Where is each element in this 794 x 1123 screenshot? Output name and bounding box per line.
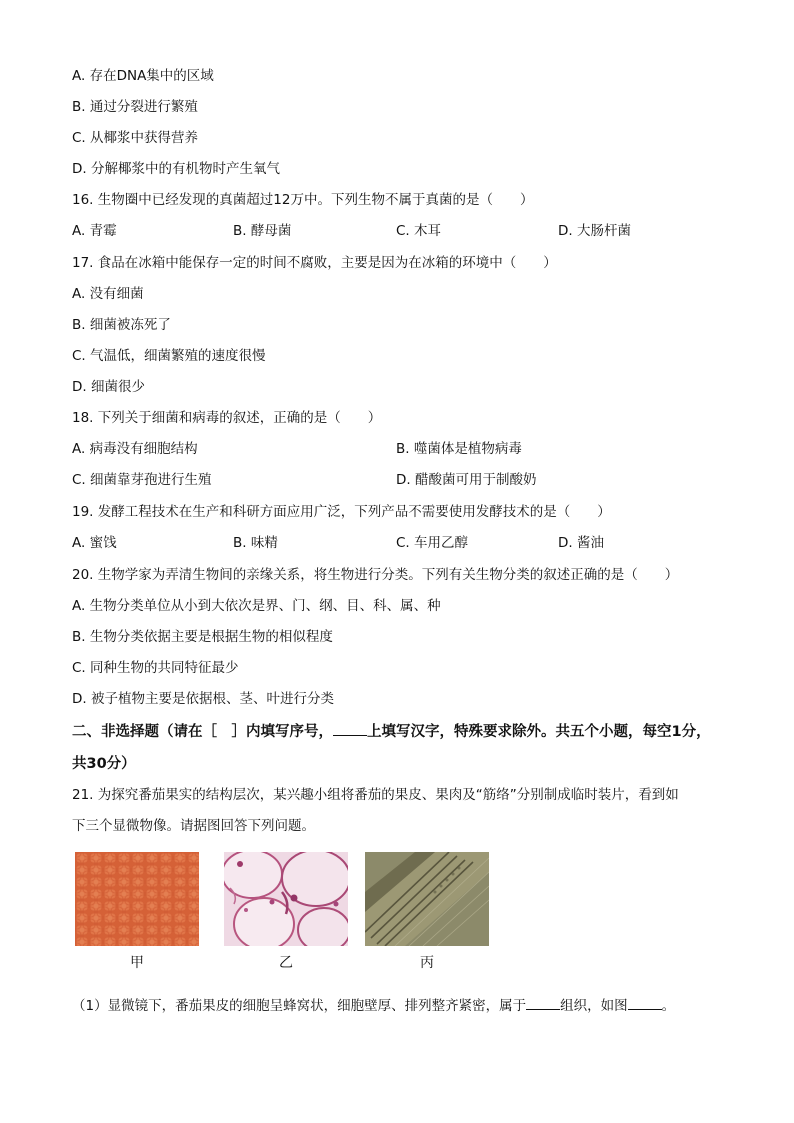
q15-option-a: A. 存在DNA集中的区域	[72, 68, 214, 84]
caption-jia: 甲	[130, 955, 144, 971]
q18-stem: 18. 下列关于细菌和病毒的叙述，正确的是（ ）	[72, 410, 382, 426]
q19-option-c: C. 车用乙醇	[396, 535, 469, 551]
q20-stem: 20. 生物学家为弄清生物间的亲缘关系，将生物进行分类。下列有关生物分类的叙述正确的是（ ）	[72, 567, 679, 583]
q19-option-a: A. 蜜饯	[72, 535, 117, 551]
section-heading	[72, 716, 722, 780]
q17-option-a: A. 没有细菌	[72, 286, 144, 302]
caption-yi: 乙	[279, 955, 293, 971]
q19-option-d: D. 酱油	[558, 535, 604, 551]
micrograph-yi	[224, 852, 348, 946]
q15-option-d: D. 分解椰浆中的有机物时产生氧气	[72, 161, 280, 177]
section-heading-part2: 上填写汉字，特殊要求除外。共五个小题，每空1分，共30分）	[72, 724, 711, 772]
q17-stem: 17. 食品在冰箱中能保存一定的时间不腐败，主要是因为在冰箱的环境中（ ）	[72, 255, 557, 271]
q20-option-c: C. 同种生物的共同特征最少	[72, 660, 239, 676]
q21-sub1-blank-2	[628, 995, 662, 1010]
caption-bing: 丙	[420, 955, 434, 971]
q19-stem: 19. 发酵工程技术在生产和科研方面应用广泛，下列产品不需要使用发酵技术的是（ ）	[72, 504, 611, 520]
q19-options	[72, 534, 732, 552]
micrograph-bing	[365, 852, 489, 946]
q16-option-c: C. 木耳	[396, 223, 442, 239]
q21-stem-line2: 下三个显微物像。请据图回答下列问题。	[72, 818, 315, 834]
q18-options-row2	[72, 471, 732, 489]
q20-option-a: A. 生物分类单位从小到大依次是界、门、纲、目、科、属、种	[72, 598, 441, 614]
q18-option-d: D. 醋酸菌可用于制酸奶	[396, 472, 537, 488]
q20-option-d: D. 被子植物主要是依据根、茎、叶进行分类	[72, 691, 334, 707]
q20-option-b: B. 生物分类依据主要是根据生物的相似程度	[72, 629, 333, 645]
q17-option-d: D. 细菌很少	[72, 379, 145, 395]
q21-sub1	[72, 995, 675, 1015]
q17-option-c: C. 气温低，细菌繁殖的速度很慢	[72, 348, 266, 364]
q18-option-c: C. 细菌靠芽孢进行生殖	[72, 472, 212, 488]
micrograph-jia	[75, 852, 199, 946]
q16-option-d: D. 大肠杆菌	[558, 223, 631, 239]
q16-stem: 16. 生物圈中已经发现的真菌超过12万中。下列生物不属于真菌的是（ ）	[72, 192, 534, 208]
section-heading-part1: 二、非选择题（请在［ ］内填写序号，	[72, 724, 333, 740]
q15-option-b: B. 通过分裂进行繁殖	[72, 99, 198, 115]
q21-sub1-blank-1	[526, 995, 560, 1010]
q18-options-row1	[72, 440, 732, 458]
q16-options	[72, 222, 732, 240]
q16-option-b: B. 酵母菌	[233, 223, 292, 239]
q21-stem-line1: 21. 为探究番茄果实的结构层次，某兴趣小组将番茄的果皮、果肉及“筋络”分别制成临时装片，看到如	[72, 787, 679, 803]
q17-option-b: B. 细菌被冻死了	[72, 317, 171, 333]
q18-option-b: B. 噬菌体是植物病毒	[396, 441, 522, 457]
q21-sub1-text-a: （1）显微镜下，番茄果皮的细胞呈蜂窝状，细胞壁厚、排列整齐紧密，属于	[72, 998, 527, 1014]
q15-option-c: C. 从椰浆中获得营养	[72, 130, 199, 146]
q16-option-a: A. 青霉	[72, 223, 117, 239]
q18-option-a: A. 病毒没有细胞结构	[72, 441, 198, 457]
q19-option-b: B. 味精	[233, 535, 278, 551]
heading-fill-blank	[333, 721, 367, 736]
q21-sub1-text-b: 组织，如图	[560, 998, 628, 1014]
q21-sub1-text-c: 。	[661, 998, 676, 1014]
